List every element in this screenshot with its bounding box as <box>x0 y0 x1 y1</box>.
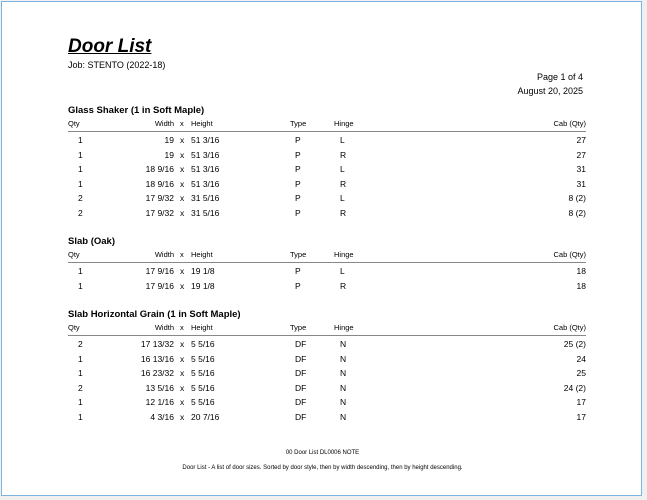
cell-hinge: L <box>340 164 345 174</box>
column-header-row <box>68 250 586 263</box>
cell-qty: 1 <box>78 164 83 174</box>
cell-x: x <box>180 368 185 378</box>
column-header-row <box>68 119 586 132</box>
cell-height: 51 3/16 <box>191 164 220 174</box>
cell-height: 5 5/16 <box>191 368 215 378</box>
column-header-x: x <box>180 323 184 332</box>
cell-cab: 24 (2) <box>563 382 586 393</box>
cell-height: 5 5/16 <box>191 382 215 393</box>
cell-hinge: R <box>340 178 347 189</box>
cell-type: DF <box>295 339 307 349</box>
cell-x: x <box>180 411 185 422</box>
column-header-width: Width <box>154 119 174 128</box>
cell-hinge: L <box>340 135 345 145</box>
cell-x: x <box>180 193 185 203</box>
cell-height: 20 7/16 <box>191 411 220 422</box>
cell-qty: 1 <box>78 368 83 378</box>
cell-x: x <box>180 178 185 189</box>
cell-width: 19 <box>164 149 174 160</box>
cell-hinge: R <box>340 207 347 218</box>
cell-width: 16 13/16 <box>140 353 174 364</box>
cell-type: P <box>295 164 301 174</box>
cell-hinge: R <box>340 149 347 160</box>
column-header-type: Type <box>290 323 307 332</box>
cell-type: P <box>295 135 301 145</box>
cell-qty: 1 <box>78 266 83 276</box>
cell-width: 13 5/16 <box>145 382 174 393</box>
door-section <box>68 236 586 295</box>
cell-cab: 25 <box>576 368 586 378</box>
cell-cab: 24 <box>576 353 586 364</box>
cell-width: 4 3/16 <box>150 411 174 422</box>
table-row <box>68 193 586 208</box>
cell-x: x <box>180 149 185 160</box>
door-section <box>68 105 586 222</box>
cell-hinge: N <box>340 411 347 422</box>
cell-cab: 18 <box>576 280 586 291</box>
cell-type: DF <box>295 368 307 378</box>
cell-x: x <box>180 135 185 145</box>
cell-width: 16 23/32 <box>140 368 174 378</box>
cell-qty: 1 <box>78 178 83 189</box>
column-header-type: Type <box>290 250 307 259</box>
cell-cab: 25 (2) <box>563 339 586 349</box>
cell-qty: 2 <box>78 193 83 203</box>
cell-qty: 1 <box>78 411 83 422</box>
cell-height: 5 5/16 <box>191 397 215 407</box>
cell-height: 5 5/16 <box>191 353 215 364</box>
cell-x: x <box>180 164 185 174</box>
cell-cab: 8 (2) <box>568 193 586 203</box>
page-number: Page 1 of 4 <box>536 72 583 82</box>
cell-hinge: N <box>340 339 347 349</box>
column-header-height: Height <box>191 119 213 128</box>
cell-hinge: R <box>340 280 347 291</box>
cell-width: 17 9/16 <box>145 266 174 276</box>
cell-type: P <box>295 193 301 203</box>
table-row <box>68 339 586 354</box>
cell-type: DF <box>295 353 307 364</box>
column-header-hinge: Hinge <box>334 250 354 259</box>
cell-cab: 17 <box>576 411 586 422</box>
cell-cab: 8 (2) <box>568 207 586 218</box>
section-title: Slab (Oak) <box>68 236 115 247</box>
cell-x: x <box>180 397 185 407</box>
cell-qty: 1 <box>78 280 83 291</box>
cell-cab: 27 <box>576 149 586 160</box>
section-title: Slab Horizontal Grain (1 in Soft Maple) <box>68 309 241 320</box>
report-date: August 20, 2025 <box>517 85 583 96</box>
column-header-type: Type <box>290 119 307 128</box>
cell-hinge: N <box>340 353 347 364</box>
cell-width: 17 9/32 <box>145 207 174 218</box>
cell-qty: 1 <box>78 135 83 145</box>
column-header-row <box>68 323 586 336</box>
cell-x: x <box>180 339 185 349</box>
cell-cab: 31 <box>576 178 586 189</box>
cell-qty: 1 <box>78 397 83 407</box>
cell-qty: 2 <box>78 339 83 349</box>
cell-cab: 17 <box>576 397 586 407</box>
table-row <box>68 354 586 369</box>
job-label: Job: STENTO (2022-18) <box>68 60 166 70</box>
table-row <box>68 208 586 223</box>
column-header-x: x <box>180 250 184 259</box>
cell-width: 18 9/16 <box>145 164 174 174</box>
column-header-cab: Cab (Qty) <box>553 250 586 259</box>
column-header-width: Width <box>154 323 174 332</box>
cell-height: 31 5/16 <box>191 193 220 203</box>
column-header-height: Height <box>191 323 213 332</box>
footer-note: 00 Door List DL0006 NOTE <box>285 450 360 456</box>
cell-height: 5 5/16 <box>191 339 215 349</box>
cell-qty: 2 <box>78 382 83 393</box>
cell-qty: 1 <box>78 353 83 364</box>
cell-cab: 27 <box>576 135 586 145</box>
cell-x: x <box>180 207 185 218</box>
column-header-cab: Cab (Qty) <box>553 323 586 332</box>
cell-cab: 31 <box>576 164 586 174</box>
cell-type: P <box>295 149 301 160</box>
table-row <box>68 383 586 398</box>
report-title: Door List <box>68 36 152 57</box>
cell-x: x <box>180 382 185 393</box>
cell-type: P <box>295 266 301 276</box>
column-header-width: Width <box>154 250 174 259</box>
cell-hinge: L <box>340 193 345 203</box>
cell-type: DF <box>295 397 307 407</box>
table-row <box>68 164 586 179</box>
column-header-hinge: Hinge <box>334 119 354 128</box>
column-header-x: x <box>180 119 184 128</box>
cell-type: DF <box>295 411 307 422</box>
door-section <box>68 309 586 426</box>
cell-type: DF <box>295 382 307 393</box>
cell-height: 19 1/8 <box>191 280 215 291</box>
cell-height: 31 5/16 <box>191 207 220 218</box>
cell-x: x <box>180 266 185 276</box>
cell-qty: 2 <box>78 207 83 218</box>
cell-type: P <box>295 178 301 189</box>
cell-cab: 18 <box>576 266 586 276</box>
cell-height: 51 3/16 <box>191 149 220 160</box>
column-header-qty: Qty <box>68 323 80 332</box>
cell-height: 19 1/8 <box>191 266 215 276</box>
cell-type: P <box>295 207 301 218</box>
table-row <box>68 266 586 281</box>
cell-width: 18 9/16 <box>145 178 174 189</box>
column-header-qty: Qty <box>68 119 80 128</box>
footer-description: Door List - A list of door sizes. Sorted by door style, then by width descending, then by height descending. <box>182 465 463 471</box>
cell-width: 17 9/32 <box>145 193 174 203</box>
cell-hinge: L <box>340 266 345 276</box>
table-row <box>68 281 586 296</box>
table-row <box>68 412 586 427</box>
cell-hinge: N <box>340 397 347 407</box>
cell-width: 17 9/16 <box>145 280 174 291</box>
cell-type: P <box>295 280 301 291</box>
section-title: Glass Shaker (1 in Soft Maple) <box>68 105 205 116</box>
cell-qty: 1 <box>78 149 83 160</box>
cell-height: 51 3/16 <box>191 135 220 145</box>
cell-x: x <box>180 353 185 364</box>
table-row <box>68 135 586 150</box>
cell-width: 12 1/16 <box>145 397 174 407</box>
table-row <box>68 368 586 383</box>
cell-x: x <box>180 280 185 291</box>
cell-height: 51 3/16 <box>191 178 220 189</box>
column-header-hinge: Hinge <box>334 323 354 332</box>
cell-width: 17 13/32 <box>140 339 174 349</box>
cell-hinge: N <box>340 382 347 393</box>
column-header-height: Height <box>191 250 213 259</box>
page-info <box>517 71 583 98</box>
report-page <box>1 1 642 496</box>
column-header-cab: Cab (Qty) <box>553 119 586 128</box>
column-header-qty: Qty <box>68 250 80 259</box>
table-row <box>68 179 586 194</box>
table-row <box>68 150 586 165</box>
cell-hinge: N <box>340 368 347 378</box>
cell-width: 19 <box>164 135 174 145</box>
table-row <box>68 397 586 412</box>
